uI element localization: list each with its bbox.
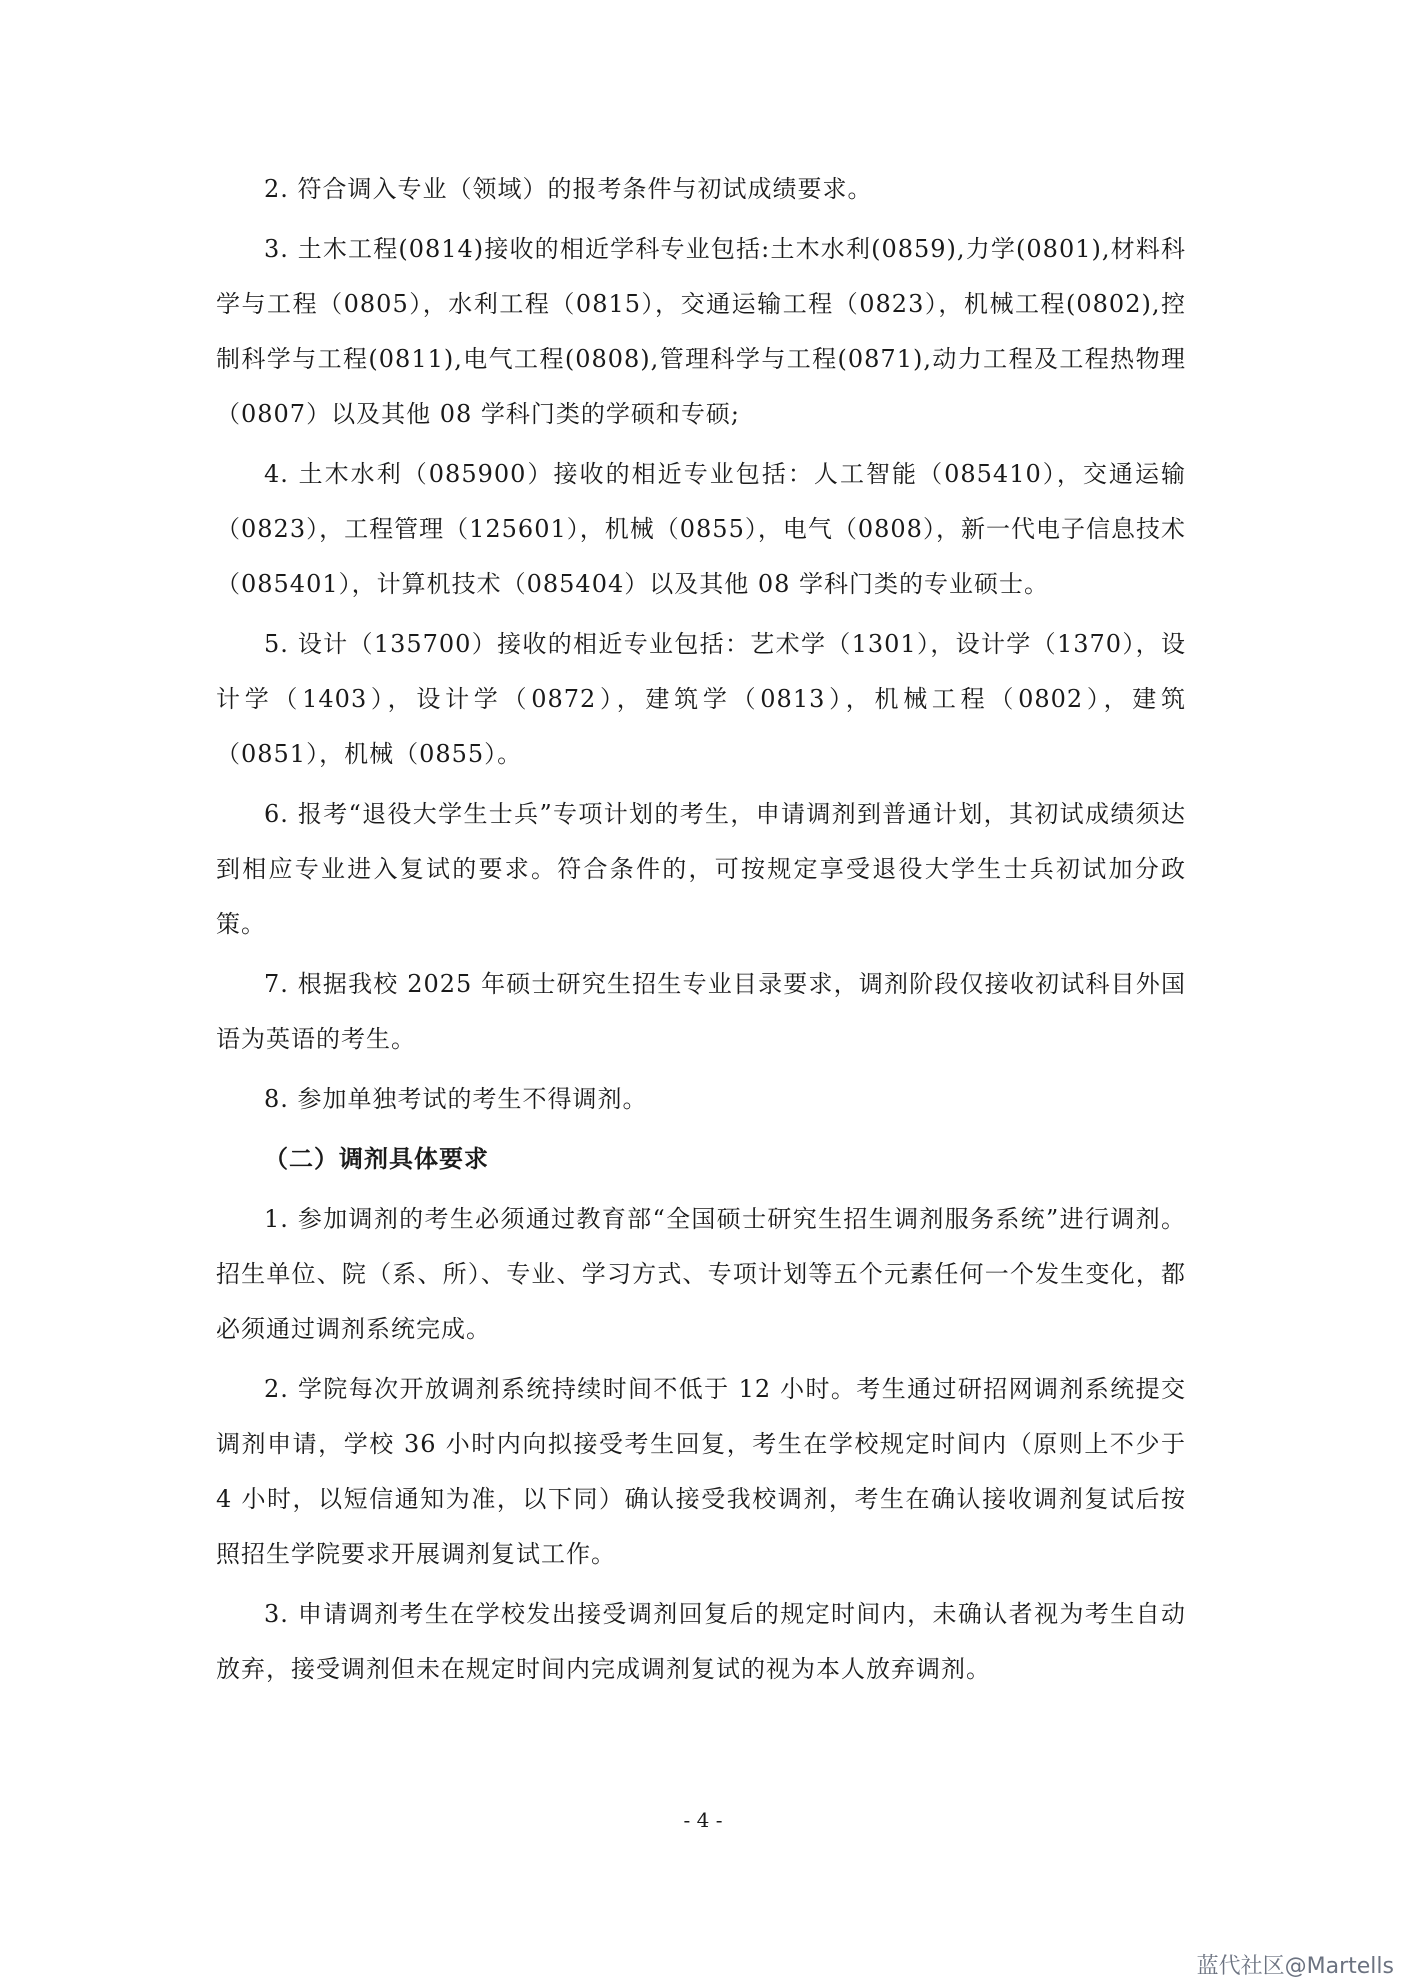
page-number: - 4 -	[683, 1808, 723, 1832]
paragraph-specific-3: 3. 申请调剂考生在学校发出接受调剂回复后的规定时间内，未确认者视为考生自动放弃，接受调剂但未在规定时间内完成调剂复试的视为本人放弃调剂。	[216, 1600, 1186, 1683]
paragraph-requirement-6: 6. 报考“退役大学生士兵”专项计划的考生，申请调剂到普通计划，其初试成绩须达到相应专业进入复试的要求。符合条件的，可按规定享受退役大学生士兵初试加分政策。	[216, 800, 1186, 938]
watermark: 蓝代社区@Martells	[1196, 1954, 1394, 1979]
paragraph-requirement-7: 7. 根据我校 2025 年硕士研究生招生专业目录要求，调剂阶段仅接收初试科目外国语为英语的考生。	[216, 970, 1186, 1053]
document-body	[216, 162, 1186, 1702]
paragraph-requirement-5: 5. 设计（135700）接收的相近专业包括：艺术学（1301），设计学（1370），设计学（1403），设计学（0872），建筑学（0813），机械工程（0802），建筑（0851），机械（0855）。	[216, 630, 1186, 768]
paragraph-requirement-2: 2. 符合调入专业（领域）的报考条件与初试成绩要求。	[264, 175, 873, 203]
paragraph-requirement-3: 3. 土木工程(0814)接收的相近学科专业包括:土木水利(0859),力学(0801),材料科学与工程（0805），水利工程（0815），交通运输工程（0823），机械工程(0802),控制科学与工程(0811),电气工程(0808),管理科学与工程(0871),动力工程及工程热物理（0807）以及其他 08 学科门类的学硕和专硕;	[216, 235, 1186, 428]
paragraph-requirement-4: 4. 土木水利（085900）接收的相近专业包括：人工智能（085410），交通运输（0823），工程管理（125601），机械（0855），电气（0808），新一代电子信息技术（085401），计算机技术（085404）以及其他 08 学科门类的专业硕士。	[216, 460, 1186, 598]
paragraph-specific-1: 1. 参加调剂的考生必须通过教育部“全国硕士研究生招生调剂服务系统”进行调剂。招生单位、院（系、所）、专业、学习方式、专项计划等五个元素任何一个发生变化，都必须通过调剂系统完成。	[216, 1205, 1186, 1343]
paragraph-requirement-8: 8. 参加单独考试的考生不得调剂。	[264, 1085, 648, 1113]
paragraph-specific-2: 2. 学院每次开放调剂系统持续时间不低于 12 小时。考生通过研招网调剂系统提交调剂申请，学校 36 小时内向拟接受考生回复，考生在学校规定时间内（原则上不少于 4 小时，以短信通知为准，以下同）确认接受我校调剂，考生在确认接收调剂复试后按照招生学院要求开展调剂复试工作。	[216, 1375, 1186, 1568]
section-heading: （二）调剂具体要求	[264, 1145, 489, 1173]
